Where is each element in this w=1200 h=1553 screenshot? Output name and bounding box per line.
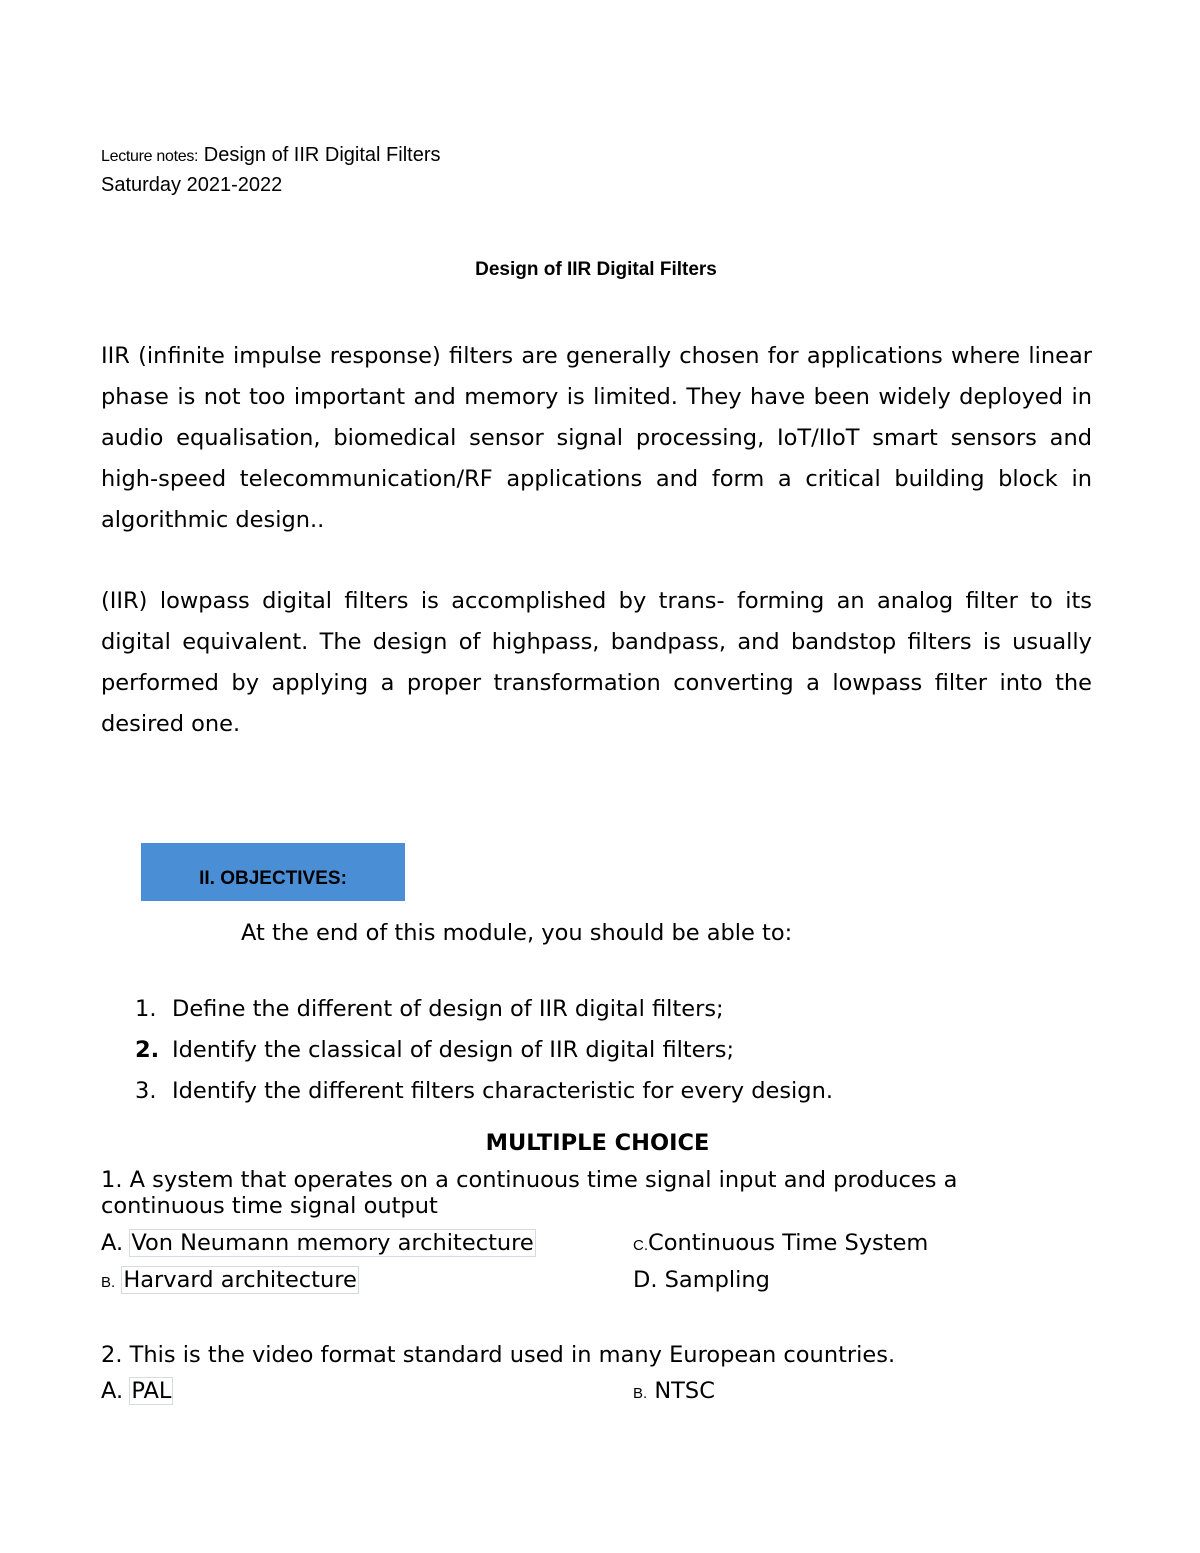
question-2-option-b: [633, 1378, 715, 1404]
objective-item: [135, 1037, 734, 1063]
objective-text: Define the different of design of IIR digital filters;: [172, 996, 724, 1022]
question-1-prompt: 1. A system that operates on a continuous time signal input and produces a continuous time signal output: [101, 1167, 958, 1219]
option-text: Harvard architecture: [123, 1267, 357, 1293]
option-letter: D.: [633, 1267, 658, 1293]
document-title: Design of IIR Digital Filters: [475, 259, 717, 280]
lecture-term: Saturday 2021-2022: [101, 174, 283, 196]
lecture-header-course: Design of IIR Digital Filters: [198, 144, 441, 166]
question-1-option-b: [101, 1267, 358, 1293]
question-1-option-a: [101, 1230, 535, 1256]
option-text: Continuous Time System: [648, 1230, 929, 1256]
intro-paragraph: IIR (infinite impulse response) filters are generally chosen for applications where linear phase is not too important and memory is limited. They have been widely deployed in audio equalisation, biomedical sensor signal processing, IoT/IIoT smart sensors and high-speed telecommunication/RF applications and form a critical building block in algorithmic design..: [101, 343, 1092, 533]
option-letter: C.: [633, 1237, 648, 1254]
objective-item: [135, 996, 724, 1022]
option-letter: A.: [101, 1378, 124, 1404]
option-text: Von Neumann memory architecture: [131, 1230, 534, 1256]
option-letter: B.: [101, 1274, 116, 1291]
objective-text: Identify the different filters characteristic for every design.: [172, 1078, 834, 1104]
objective-number: 3.: [135, 1078, 157, 1104]
design-paragraph: (IIR) lowpass digital filters is accomplished by trans- forming an analog filter to its digital equivalent. The design of highpass, bandpass, and bandstop filters is usually performed by applying a proper transformation converting a lowpass filter into the desired one.: [101, 588, 1092, 737]
multiple-choice-heading: MULTIPLE CHOICE: [485, 1130, 710, 1156]
objectives-heading-box: [141, 843, 405, 901]
lecture-header: [101, 144, 441, 167]
option-text: NTSC: [654, 1378, 715, 1404]
option-text: PAL: [131, 1378, 172, 1404]
objectives-intro: At the end of this module, you should be able to:: [241, 920, 793, 946]
objective-text: Identify the classical of design of IIR digital filters;: [172, 1037, 735, 1063]
objective-item: [135, 1078, 833, 1104]
objective-number: 2.: [135, 1037, 160, 1063]
question-2-prompt: 2. This is the video format standard used in many European countries.: [101, 1342, 896, 1368]
option-text: Sampling: [664, 1267, 770, 1293]
option-letter: B.: [633, 1385, 648, 1402]
question-1-option-d: [633, 1267, 770, 1293]
objectives-heading: II. OBJECTIVES:: [199, 868, 347, 889]
question-1-option-c: [633, 1230, 928, 1256]
option-letter: A.: [101, 1230, 124, 1256]
objective-number: 1.: [135, 996, 157, 1022]
question-2-option-a: [101, 1378, 172, 1404]
lecture-header-prefix: Lecture notes:: [101, 148, 199, 165]
